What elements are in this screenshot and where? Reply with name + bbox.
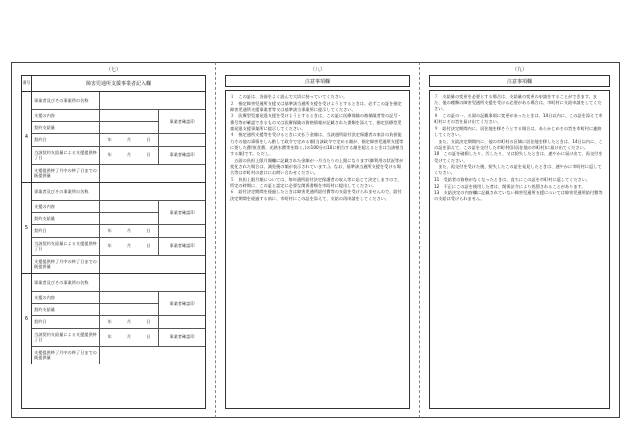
day-unit: 日 [146, 227, 151, 233]
value-cell[interactable] [100, 183, 205, 200]
month-unit: 月 [126, 243, 132, 249]
entry-block [22, 274, 205, 364]
row-service-content [32, 201, 158, 213]
label: 契約日 [32, 316, 100, 327]
entry-number: 4 [22, 92, 32, 182]
table-header [22, 76, 205, 92]
note-item: また、再交付を受けた後、紛失したこの証を発見したときは、速やかに市町村に返してください。 [434, 164, 602, 176]
day-unit: 日 [146, 334, 151, 340]
provider-stamp-cell[interactable]: 事業者確認印 [169, 334, 195, 340]
month-unit: 月 [126, 318, 132, 324]
label: 契約日 [32, 134, 100, 145]
note-item: ５ 負担上限月額については、毎年通所給付決定保護者の収入等に応じて決定しますので、所定の時期に、この証と認定に必要な関係書類を市町村に提出してください。 [230, 176, 402, 188]
note-item: １ この証は、各面をよく読んで大切に持っていてください。 [230, 94, 348, 99]
note-item: 12 不正にこの証を使用した者は、関係法令により処罰されることがあります。 [434, 183, 586, 189]
provider-stamp-cell[interactable]: 事業者確認印 [169, 152, 195, 158]
note-item: 五面の負担上限月額欄に記載された金額が一月当たりの上限になります(御利用の状況等が変化された場合は、減免後の額が表示されています。)。なお、基準該当通所支援を受ける場合等は市町村の窓口にお問い合わせください。 [230, 157, 404, 175]
row-business-name [32, 183, 205, 201]
year-unit: 年 [107, 152, 112, 158]
label: 契約支給量 [32, 122, 100, 133]
notes-list [429, 90, 610, 409]
label: 当該契約支給量による支援提供終了日 [32, 329, 100, 346]
row-business-name [32, 274, 205, 292]
row-contract-end [32, 238, 205, 256]
row-contract-amount [32, 304, 158, 315]
day-unit: 日 [146, 152, 151, 158]
value-cell[interactable] [100, 347, 205, 364]
number-column-header: 番号 [22, 76, 32, 91]
label: 事業者及びその事業所の名称 [32, 183, 100, 200]
notes-list [225, 90, 410, 409]
month-unit: 月 [126, 136, 132, 142]
note-item: 11 受給者の資格がなくなったときは、直ちにこの証を市町村に返してください。 [434, 176, 591, 182]
label: 当該契約支給量による支援提供終了日 [32, 147, 100, 164]
value-cell[interactable] [100, 213, 158, 224]
note-item: ３ 医療型児童発達支援を受けようとするときは、この証に医療保険の被保険者等の記号・番号等が確認できるもの又は医療保険の資格情報が記載された書類を添えて、指定医療型児童発達支援事業所に提示してください。 [230, 113, 402, 131]
entry-number: 6 [22, 274, 32, 364]
note-item: 10 この証を破損したり、汚したり、又は紛失したときは、速やかに届け出て、再交付を受けてください。 [434, 151, 603, 163]
label: 契約日 [32, 225, 100, 236]
label: 支援提供終了月中の終了日までの既提供量 [32, 165, 100, 182]
label: 事業者及びその事業所の名称 [32, 92, 100, 109]
page-notes-2 [419, 62, 620, 418]
date-field[interactable] [100, 147, 159, 164]
value-cell[interactable] [100, 201, 158, 212]
row-remaining-amount [32, 256, 205, 273]
row-business-name [32, 92, 205, 110]
day-unit: 日 [146, 318, 151, 324]
stamp-cell[interactable] [159, 134, 205, 145]
row-service-content [32, 292, 158, 304]
row-contract-date [32, 316, 205, 328]
label: 契約支給量 [32, 213, 100, 224]
label: 契約支給量 [32, 304, 100, 315]
row-contract-date [32, 225, 205, 237]
date-field[interactable] [100, 238, 159, 255]
label: 当該契約支給量による支援提供終了日 [32, 238, 100, 255]
value-cell[interactable] [100, 304, 158, 315]
year-unit: 年 [107, 334, 112, 340]
value-cell[interactable] [100, 256, 205, 273]
day-unit: 日 [146, 136, 151, 142]
label: 支援の内容 [32, 201, 100, 212]
provider-stamp-cell[interactable]: 事業者確認印 [158, 110, 205, 133]
label: 支援の内容 [32, 110, 100, 121]
year-unit: 年 [107, 227, 112, 233]
note-item: ６ 給付決定期間を経過したときは障害児通所給付費等の支給を受けられませんので、給付決定期間を経過する前に、市町村にこの証を添えて、支給の再申請をしてください。 [230, 189, 402, 201]
page-notes-1 [215, 62, 420, 418]
note-item: また、支給決定期間内に、他の市町村の区域に居住地を移したときは、14日以内に、この証を添えて、この証を交付した市町村(旧居住地の市町村)に届け出てください。 [434, 138, 603, 150]
month-unit: 月 [126, 152, 132, 158]
label: 支援の内容 [32, 292, 100, 303]
note-item: ９ 給付決定期間内に、居住地を移そうとする場合は、あらかじめその旨を市町村に連絡してください。 [434, 125, 602, 137]
month-unit: 月 [126, 227, 132, 233]
value-cell[interactable] [100, 274, 205, 291]
stamp-cell[interactable] [159, 225, 205, 236]
value-cell[interactable] [100, 165, 205, 182]
row-remaining-amount [32, 347, 205, 364]
provider-stamp-cell[interactable]: 事業者確認印 [169, 243, 195, 249]
service-group [32, 292, 205, 316]
table-title: 障害児通所支援事業者記入欄 [85, 81, 151, 87]
page-number: （七） [105, 67, 121, 73]
notes-title: 注意事項欄 [429, 75, 610, 87]
month-unit: 月 [126, 334, 132, 340]
value-cell[interactable] [100, 122, 158, 133]
service-group [32, 201, 205, 225]
entry-number: 5 [22, 183, 32, 273]
page-number: （九） [511, 67, 527, 73]
row-contract-end [32, 329, 205, 347]
provider-entry-table [21, 75, 206, 409]
date-field[interactable] [100, 225, 159, 236]
note-item: ４ 指定通所支援等を受けるときに支払う金額は、当該通所給付決定保護者の家計の負担能力その他の事情をしん酌して政令で定める額(当該政令で定める額が、指定障害児通所支援等に要した費用(食費、光熱水費等を除く。)の100分の10に相当する額を超えるときは当該相当する額)です。ただし、 [230, 132, 404, 156]
row-contract-end [32, 147, 205, 165]
date-field[interactable] [100, 329, 159, 346]
entry-block [22, 92, 205, 183]
notes-title: 注意事項欄 [225, 75, 410, 87]
label: 事業者及びその事業所の名称 [32, 274, 100, 291]
label: 支援提供終了月中の終了日までの既提供量 [32, 347, 100, 364]
note-item: ２ 指定障害児通所支援又は基準該当通所支援を受けようとするときは、必ずこの証を指定障害児通所支援事業者等又は基準該当事業所に提示してください。 [230, 100, 402, 112]
entry-block [22, 183, 205, 274]
page-number: （八） [309, 67, 325, 73]
row-contract-amount [32, 122, 158, 133]
row-contract-amount [32, 213, 158, 224]
row-remaining-amount [32, 165, 205, 182]
date-field[interactable] [100, 316, 159, 327]
note-item: 13 支給決定の内容欄に記載されていない障害児通所支援については障害児通所給付費等の支給は受けられません。 [434, 190, 603, 202]
date-field[interactable] [100, 134, 159, 145]
row-service-content [32, 110, 158, 122]
page-provider-entries [11, 62, 216, 418]
day-unit: 日 [146, 243, 151, 249]
service-group [32, 110, 205, 134]
provider-stamp-cell[interactable]: 事業者確認印 [158, 292, 205, 315]
value-cell[interactable] [100, 92, 205, 109]
year-unit: 年 [107, 243, 112, 249]
value-cell[interactable] [100, 110, 158, 121]
label: 支援提供終了月中の終了日までの既提供量 [32, 256, 100, 273]
row-contract-date [32, 134, 205, 146]
stamp-cell[interactable] [159, 316, 205, 327]
note-item: ７ 支給量の変更を必要とする場合は、支給量の変更の申請をすることができます。また、他の種類の障害児通所支援を受ける必要がある場合は、市町村に支給申請をしてください。 [434, 94, 602, 112]
year-unit: 年 [107, 318, 112, 324]
note-item: ８ この証の一、五面の記載事項に変更があったときは、14日以内に、この証を添えて市町村にその旨を届け出てください。 [434, 113, 603, 125]
provider-stamp-cell[interactable]: 事業者確認印 [158, 201, 205, 224]
value-cell[interactable] [100, 292, 158, 303]
year-unit: 年 [107, 136, 112, 142]
